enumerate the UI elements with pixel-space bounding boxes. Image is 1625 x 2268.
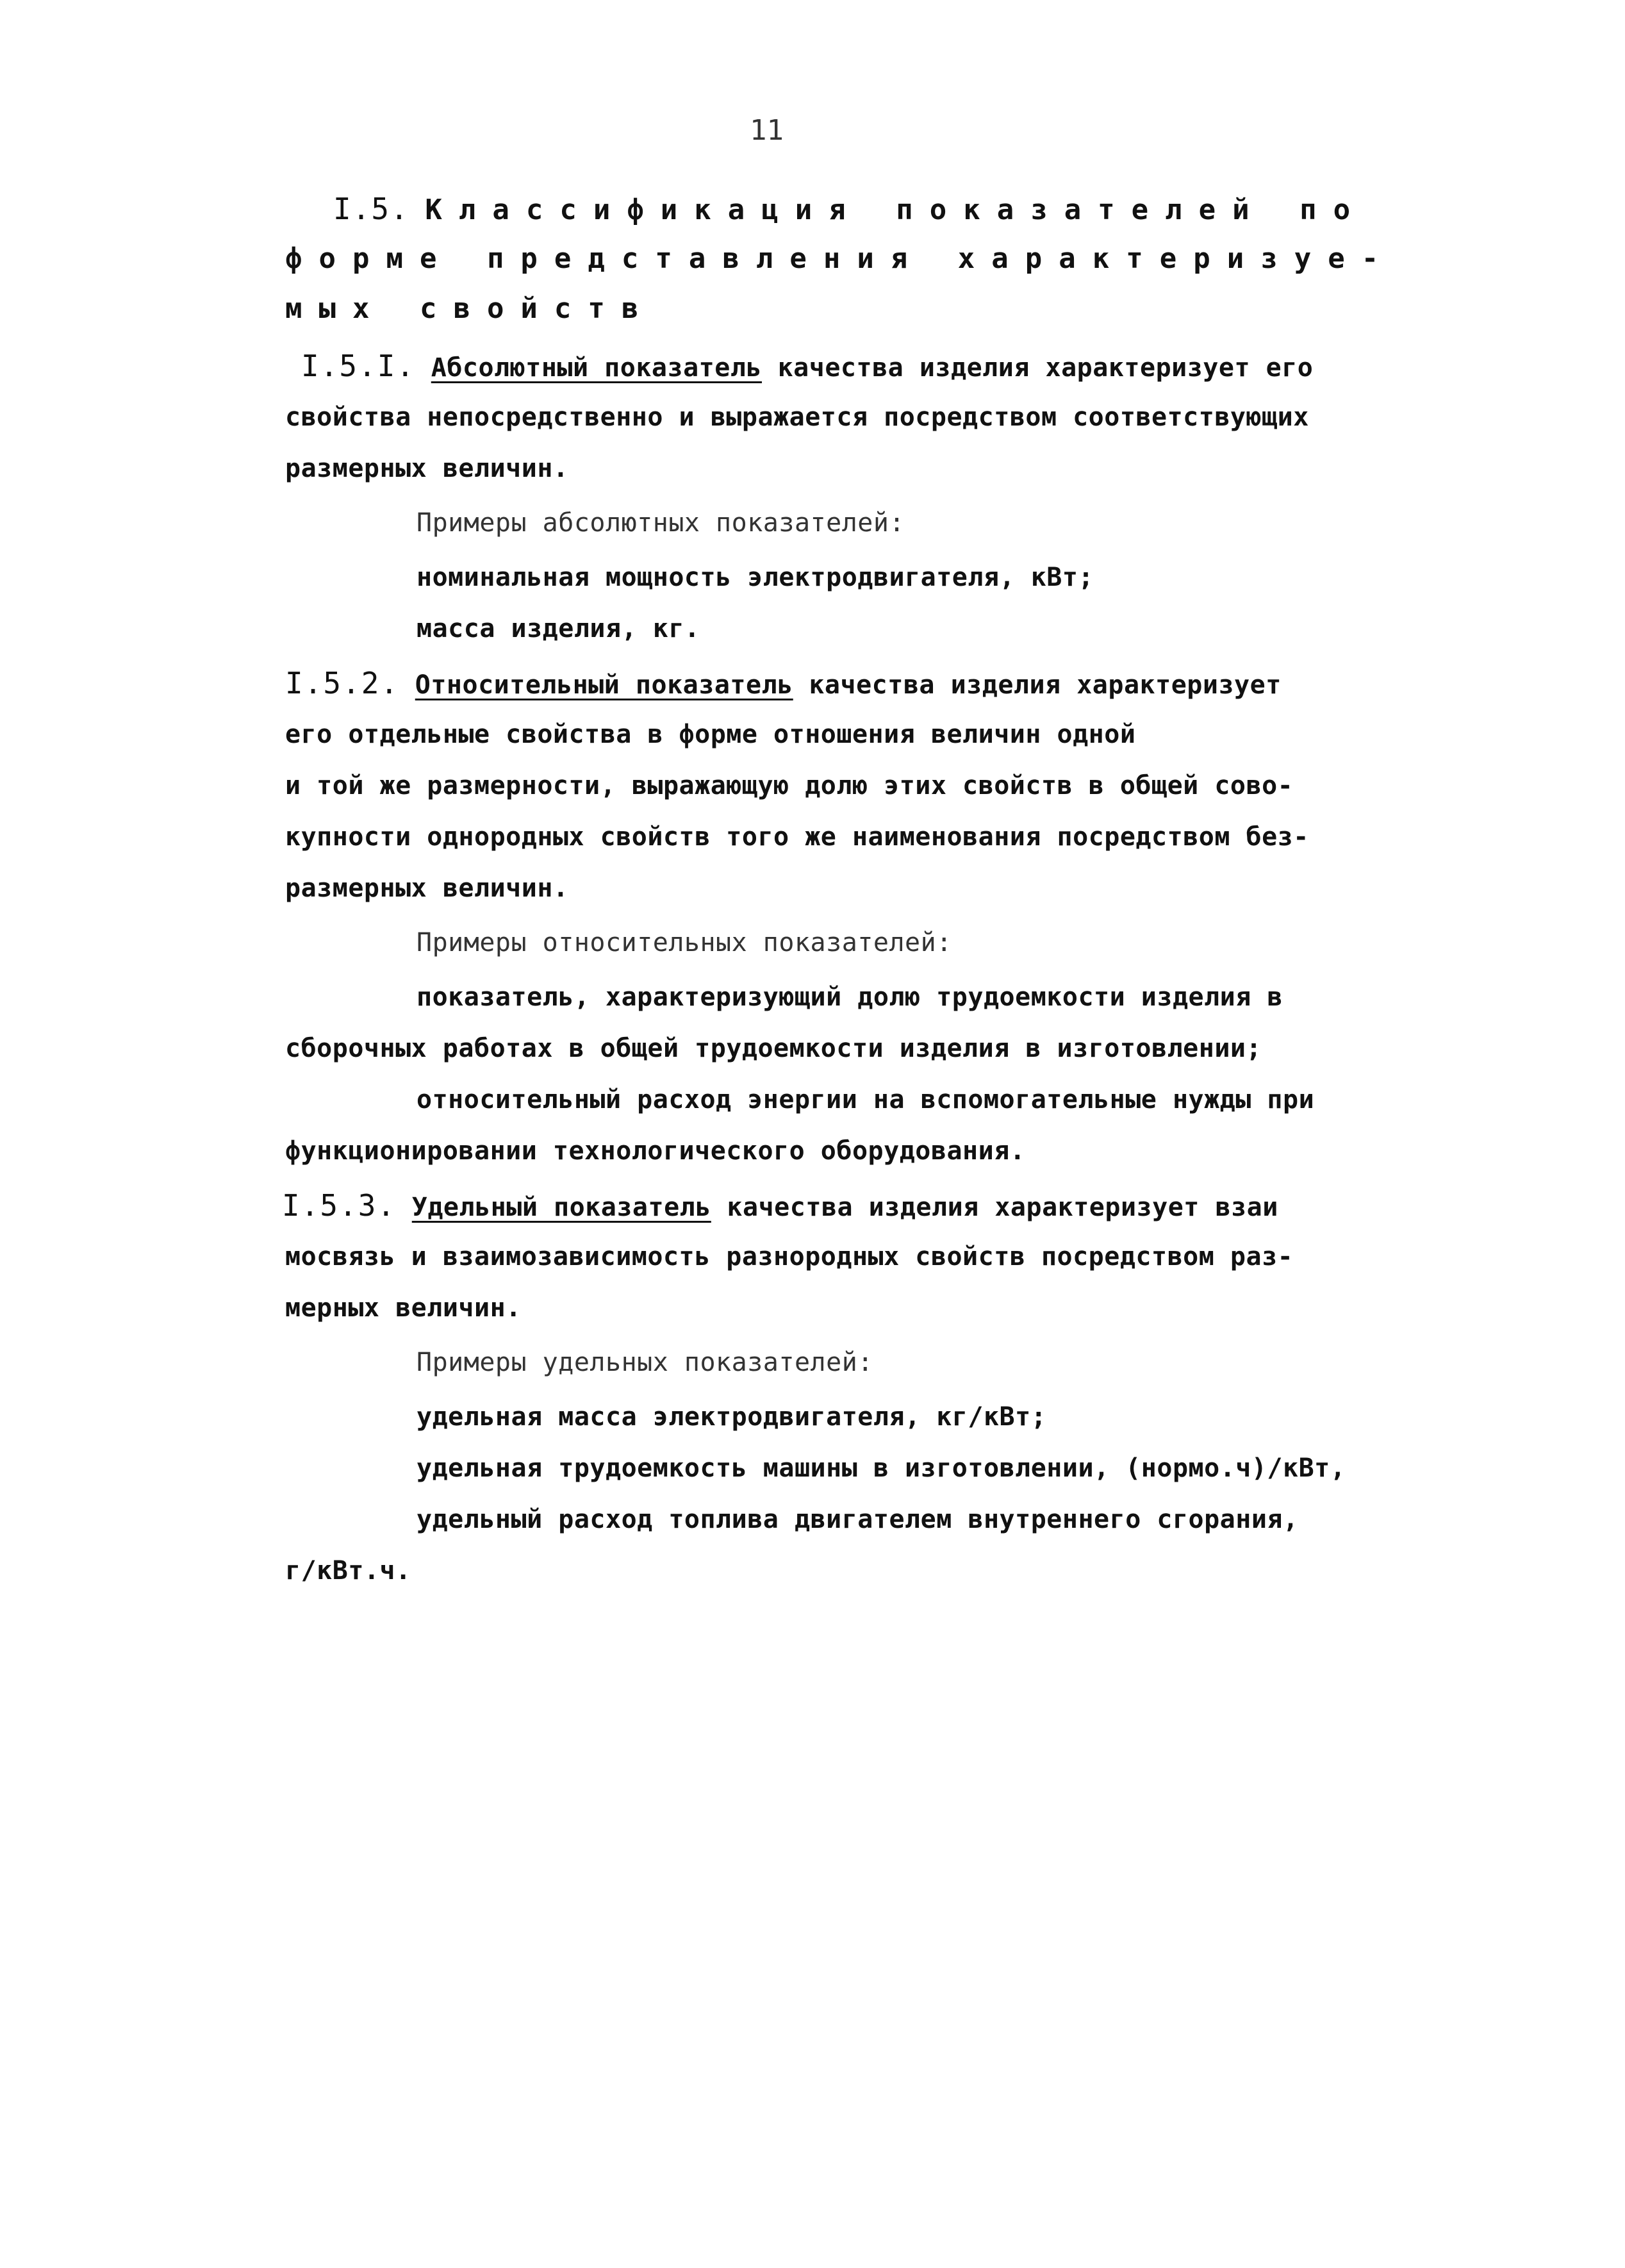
s151-number: I.5.I. xyxy=(301,349,416,383)
s153-term: Удельный показатель xyxy=(411,1193,711,1222)
s153-example-1: удельная масса электродвигателя, кг/кВт; xyxy=(417,1402,1047,1432)
s153-line-3: мерных величин. xyxy=(285,1293,522,1323)
s153-example-3a: удельный расход топлива двигателем внутреннего сгорания, xyxy=(417,1505,1299,1534)
s153-text-1: качества изделия характеризует взаи xyxy=(727,1193,1278,1222)
s153-example-2: удельная трудоемкость машины в изготовлении, (нормо.ч)/кВт, xyxy=(417,1453,1346,1483)
s151-term: Абсолютный показатель xyxy=(431,353,762,383)
s151-example-1: номинальная мощность электродвигателя, кВт; xyxy=(417,563,1094,592)
s153-examples-label: Примеры удельных показателей: xyxy=(417,1348,873,1377)
section-title-part-3: мых свойств xyxy=(285,292,656,325)
s152-example-1a: показатель, характеризующий долю трудоемкости изделия в xyxy=(417,982,1283,1012)
s152-line-5: размерных величин. xyxy=(285,873,569,903)
s152-text-1: качества изделия характеризует xyxy=(809,670,1282,700)
s151-line-1 xyxy=(301,349,1313,385)
s152-line-1 xyxy=(285,666,1282,702)
section-heading-line-3 xyxy=(285,292,655,326)
section-heading-line-2 xyxy=(285,242,1395,276)
s152-examples-label: Примеры относительных показателей: xyxy=(417,928,952,957)
section-number: I.5. xyxy=(333,192,409,226)
s152-line-2: его отдельные свойства в форме отношения величин одной xyxy=(285,720,1136,749)
s151-examples-label: Примеры абсолютных показателей: xyxy=(417,508,905,538)
s152-line-4: купности однородных свойств того же наименования посредством без- xyxy=(285,822,1309,852)
page-number: 11 xyxy=(750,114,784,147)
s151-line-2: свойства непосредственно и выражается посредством соответствующих xyxy=(285,402,1309,432)
s152-number: I.5.2. xyxy=(285,666,400,700)
s153-example-3b: г/кВт.ч. xyxy=(285,1556,411,1585)
s153-number: I.5.3. xyxy=(282,1188,397,1223)
s153-line-1 xyxy=(282,1189,1278,1224)
s152-term: Относительный показатель xyxy=(415,670,793,700)
s151-text-1: качества изделия характеризует его xyxy=(777,353,1314,383)
s152-line-3: и той же размерности, выражающую долю этих свойств в общей сово- xyxy=(285,771,1294,800)
section-title-part-2: форме представления характеризуе- xyxy=(285,242,1396,275)
s153-line-2: мосвязь и взаимозависимость разнородных свойств посредством раз- xyxy=(285,1242,1294,1271)
section-heading-line-1 xyxy=(333,192,1367,228)
s151-line-3: размерных величин. xyxy=(285,454,569,483)
s152-example-2b: функционировании технологического оборудования. xyxy=(285,1136,1026,1166)
section-title-part-1: Классификация показателей по xyxy=(425,194,1367,226)
s152-example-2a: относительный расход энергии на вспомогательные нужды при xyxy=(417,1085,1315,1114)
s152-example-1b: сборочных работах в общей трудоемкости изделия в изготовлении; xyxy=(285,1034,1262,1063)
s151-example-2: масса изделия, кг. xyxy=(417,614,700,643)
